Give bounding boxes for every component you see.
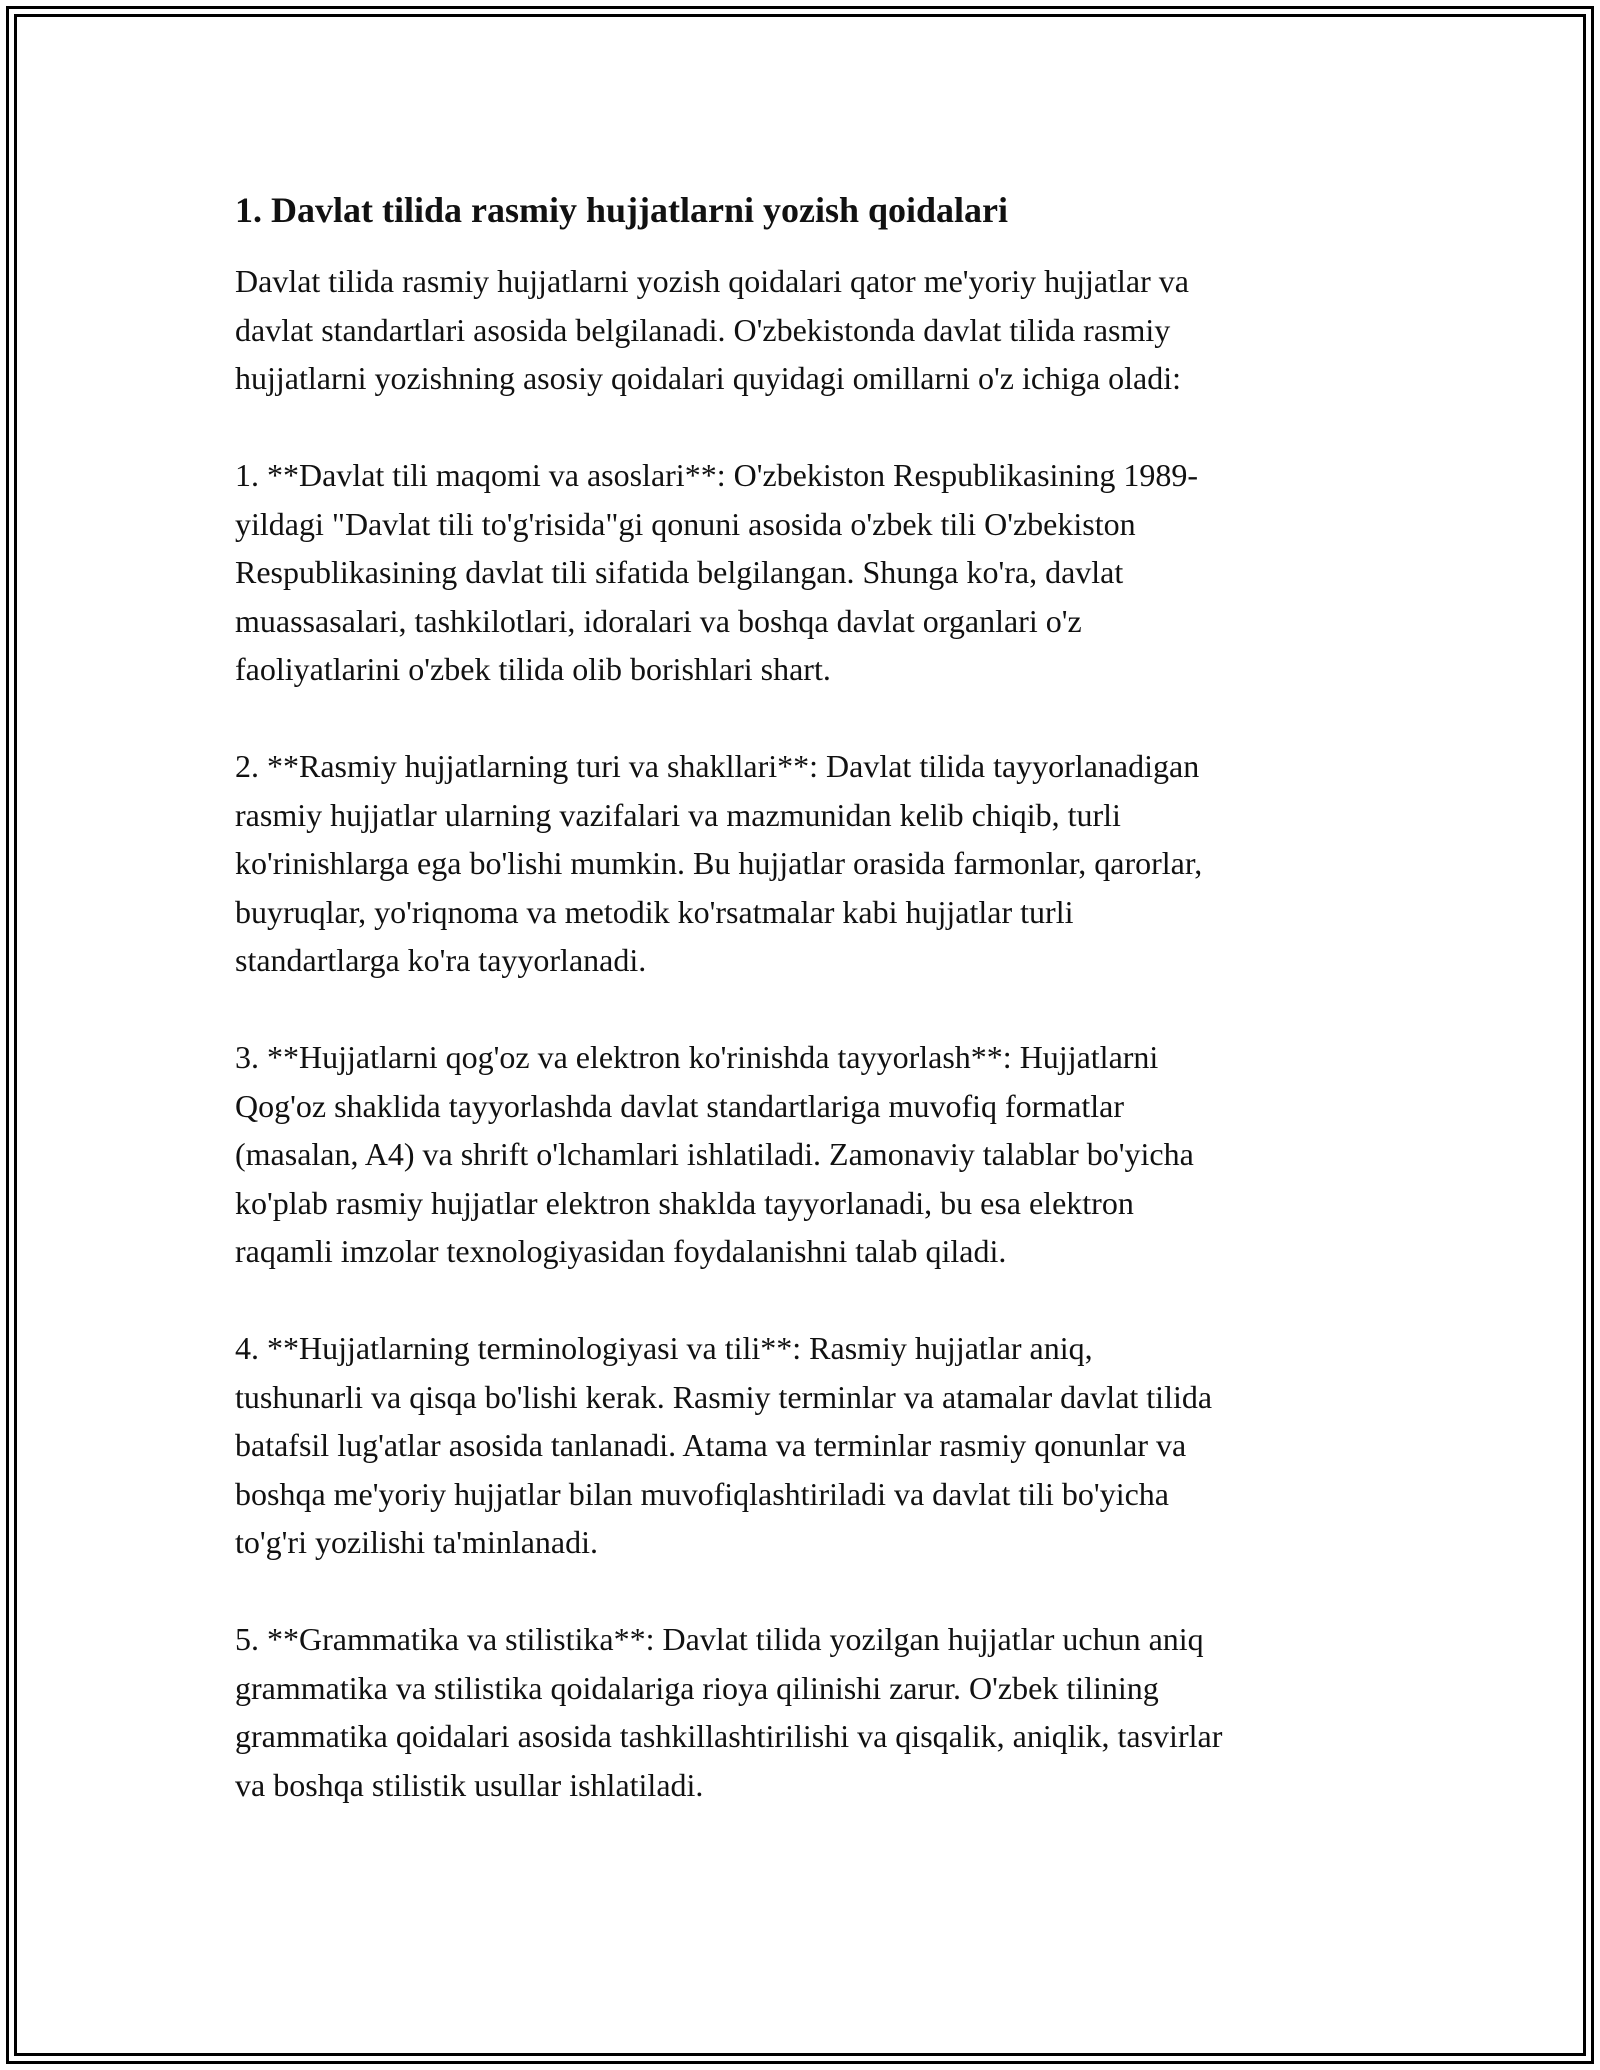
text-line: davlat standartlari asosida belgilanadi. O'zbekistonda davlat tilida rasmiy [235, 311, 1171, 348]
text-line: 3. **Hujjatlarni qog'oz va elektron ko'rinishda tayyorlash**: Hujjatlarni [235, 1039, 1159, 1075]
text-line: Qog'oz shaklida tayyorlashda davlat standartlariga muvofiq formatlar [235, 1087, 1125, 1124]
text-line: ko'plab rasmiy hujjatlar elektron shaklda tayyorlanadi, bu esa elektron [235, 1184, 1134, 1221]
intro-paragraph [235, 257, 1375, 403]
text-line: (masalan, A4) va shrift o'lchamlari ishlatiladi. Zamonaviy talablar bo'yicha [235, 1136, 1194, 1172]
text-line: 2. **Rasmiy hujjatlarning turi va shakllari**: Davlat tilida tayyorlanadigan [235, 748, 1200, 784]
text-line: va boshqa stilistik usullar ishlatiladi. [235, 1766, 704, 1803]
text-line: muassasalari, tashkilotlari, idoralari va boshqa davlat organlari o'z [235, 602, 1082, 639]
text-line: rasmiy hujjatlar ularning vazifalari va mazmunidan kelib chiqib, turli [235, 796, 1121, 833]
text-line: tushunarli va qisqa bo'lishi kerak. Rasmiy terminlar va atamalar davlat tilida [235, 1378, 1213, 1415]
text-line: raqamli imzolar texnologiyasidan foydalanishni talab qiladi. [235, 1233, 1007, 1269]
list-item-5 [235, 1615, 1375, 1809]
text-line: faoliyatlarini o'zbek tilida olib borishlari shart. [235, 651, 831, 687]
text-line: 5. **Grammatika va stilistika**: Davlat tilida yozilgan hujjatlar uchun aniq [235, 1621, 1204, 1657]
text-line: standartlarga ko'ra tayyorlanadi. [235, 942, 647, 978]
text-line: boshqa me'yoriy hujjatlar bilan muvofiqlashtiriladi va davlat tili bo'yicha [235, 1475, 1169, 1512]
list-item-1 [235, 451, 1375, 694]
list-item-2 [235, 742, 1375, 985]
list-item-4 [235, 1324, 1375, 1567]
document-body [235, 185, 1375, 1858]
text-line: hujjatlarni yozishning asosiy qoidalari quyidagi omillarni o'z ichiga oladi: [235, 360, 1182, 396]
list-item-3 [235, 1033, 1375, 1276]
text-line: 4. **Hujjatlarning terminologiyasi va tili**: Rasmiy hujjatlar aniq, [235, 1330, 1093, 1366]
text-line: grammatika va stilistika qoidalariga rioya qilinishi zarur. O'zbek tilining [235, 1669, 1159, 1706]
text-line: Respublikasining davlat tili sifatida belgilangan. Shunga ko'ra, davlat [235, 554, 1124, 590]
text-line: grammatika qoidalari asosida tashkillashtirilishi va qisqalik, aniqlik, tasvirlar [235, 1718, 1223, 1754]
text-line: ko'rinishlarga ega bo'lishi mumkin. Bu hujjatlar orasida farmonlar, qarorlar, [235, 845, 1203, 881]
text-line: 1. **Davlat tili maqomi va asoslari**: O'zbekiston Respublikasining 1989- [235, 457, 1198, 493]
text-line: batafsil lug'atlar asosida tanlanadi. Atama va terminlar rasmiy qonunlar va [235, 1427, 1187, 1463]
text-line: buyruqlar, yo'riqnoma va metodik ko'rsatmalar kabi hujjatlar turli [235, 893, 1074, 930]
text-line: Davlat tilida rasmiy hujjatlarni yozish qoidalari qator me'yoriy hujjatlar va [235, 263, 1189, 299]
document-title: 1. Davlat tilida rasmiy hujjatlarni yozish qoidalari [235, 190, 1009, 230]
text-line: yildagi "Davlat tili to'g'risida"gi qonuni asosida o'zbek tili O'zbekiston [235, 505, 1136, 542]
text-line: to'g'ri yozilishi ta'minlanadi. [235, 1524, 599, 1560]
